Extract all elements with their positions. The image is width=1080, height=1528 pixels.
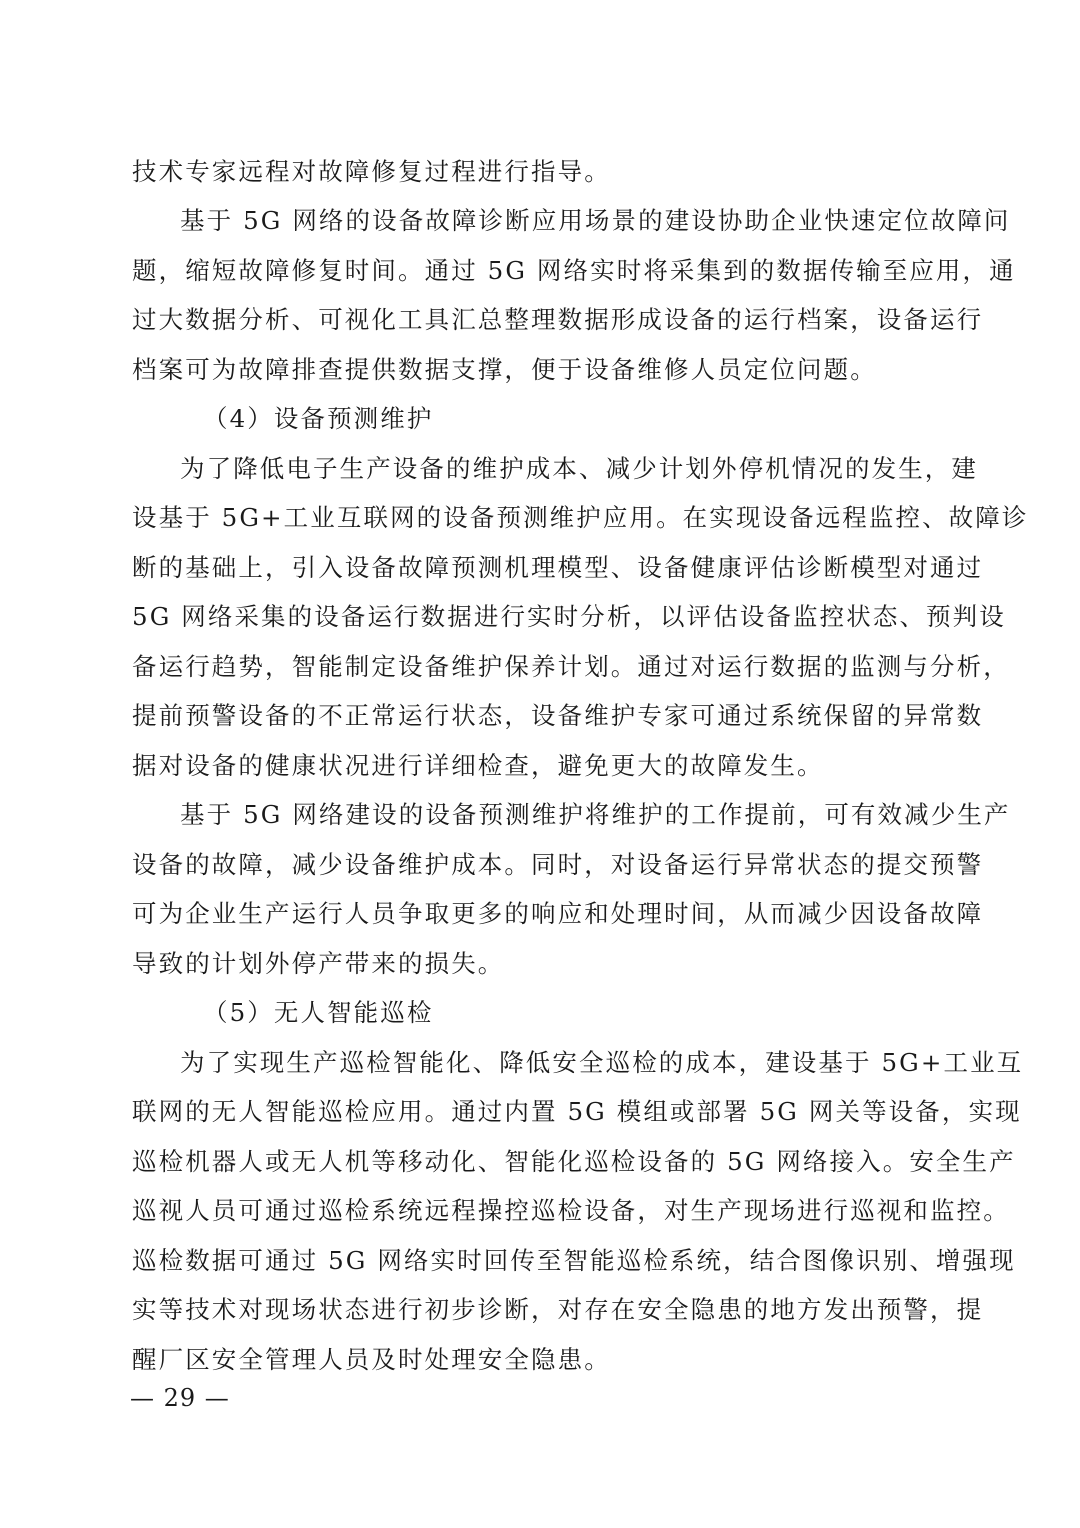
paragraph-line: 基于 5G 网络的设备故障诊断应用场景的建设协助企业快速定位故障问 [180, 206, 1011, 235]
paragraph-line: 档案可为故障排查提供数据支撑，便于设备维修人员定位问题。 [132, 355, 877, 384]
paragraph-line: 过大数据分析、可视化工具汇总整理数据形成设备的运行档案，设备运行 [132, 305, 984, 334]
paragraph-line: 为了降低电子生产设备的维护成本、减少计划外停机情况的发生，建 [180, 454, 978, 483]
paragraph-line: 据对设备的健康状况进行详细检查，避免更大的故障发生。 [132, 751, 824, 780]
paragraph-line: 设基于 5G+工业互联网的设备预测维护应用。在实现设备远程监控、故障诊 [132, 503, 1029, 532]
paragraph-line: 巡视人员可通过巡检系统远程操控巡检设备，对生产现场进行巡视和监控。 [132, 1196, 1010, 1225]
paragraph-line: 提前预警设备的不正常运行状态，设备维护专家可通过系统保留的异常数 [132, 701, 984, 730]
paragraph-line: 巡检机器人或无人机等移动化、智能化巡检设备的 5G 网络接入。安全生产 [132, 1147, 1016, 1176]
paragraph-line: 5G 网络采集的设备运行数据进行实时分析，以评估设备监控状态、预判设 [132, 602, 1006, 631]
paragraph-line: 基于 5G 网络建设的设备预测维护将维护的工作提前，可有效减少生产 [180, 800, 1011, 829]
paragraph-line: 实等技术对现场状态进行初步诊断，对存在安全隐患的地方发出预警，提 [132, 1295, 984, 1324]
section-heading-4: （4）设备预测维护 [203, 404, 434, 433]
paragraph-line: 为了实现生产巡检智能化、降低安全巡检的成本，建设基于 5G+工业互 [180, 1048, 1024, 1077]
paragraph-line: 醒厂区安全管理人员及时处理安全隐患。 [132, 1345, 611, 1374]
page-number: — 29 — [130, 1384, 230, 1412]
paragraph-line: 导致的计划外停产带来的损失。 [132, 949, 505, 978]
paragraph-line: 设备的故障，减少设备维护成本。同时，对设备运行异常状态的提交预警 [132, 850, 984, 879]
paragraph-line: 断的基础上，引入设备故障预测机理模型、设备健康评估诊断模型对通过 [132, 553, 984, 582]
paragraph-line: 联网的无人智能巡检应用。通过内置 5G 模组或部署 5G 网关等设备，实现 [132, 1097, 1022, 1126]
paragraph-line: 可为企业生产运行人员争取更多的响应和处理时间，从而减少因设备故障 [132, 899, 984, 928]
section-heading-5: （5）无人智能巡检 [203, 998, 434, 1027]
paragraph-line: 技术专家远程对故障修复过程进行指导。 [132, 157, 611, 186]
paragraph-line: 题，缩短故障修复时间。通过 5G 网络实时将采集到的数据传输至应用，通 [132, 256, 1016, 285]
paragraph-line: 备运行趋势，智能制定设备维护保养计划。通过对运行数据的监测与分析， [132, 652, 1010, 681]
paragraph-line: 巡检数据可通过 5G 网络实时回传至智能巡检系统，结合图像识别、增强现 [132, 1246, 1016, 1275]
